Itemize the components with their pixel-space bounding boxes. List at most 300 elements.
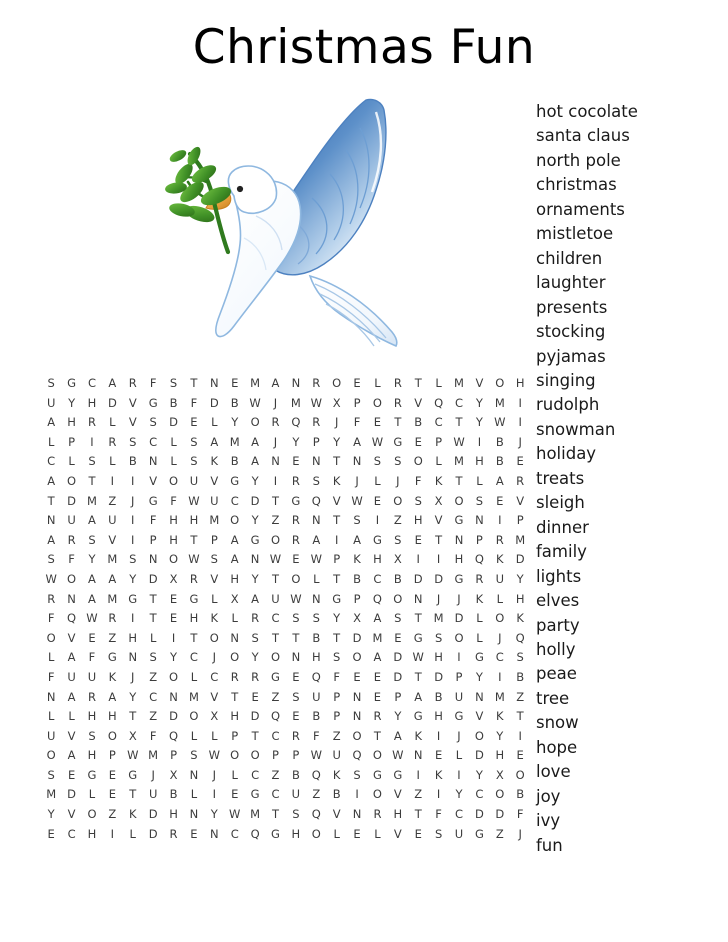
grid-cell[interactable]: G (128, 591, 138, 606)
grid-cell[interactable]: P (333, 689, 341, 704)
grid-cell[interactable]: H (230, 709, 240, 724)
grid-cell[interactable]: H (515, 376, 525, 390)
word-list-item[interactable]: santa claus (536, 126, 630, 146)
grid-cell[interactable]: G (454, 513, 464, 528)
grid-cell[interactable]: O (107, 728, 117, 743)
grid-cell[interactable]: V (128, 395, 137, 410)
word-search-grid[interactable] (41, 372, 533, 842)
grid-cell[interactable]: W (351, 493, 363, 508)
grid-cell[interactable]: U (332, 748, 341, 763)
grid-cell[interactable]: O (495, 376, 505, 390)
grid-cell[interactable]: P (231, 728, 239, 743)
grid-cell[interactable]: Z (108, 493, 117, 508)
grid-cell[interactable]: M (148, 748, 159, 763)
grid-cell[interactable]: D (393, 669, 403, 684)
grid-cell[interactable]: T (414, 376, 422, 390)
grid-cell[interactable]: P (353, 591, 361, 606)
grid-cell[interactable]: N (210, 376, 219, 390)
grid-cell[interactable]: C (251, 767, 260, 782)
grid-cell[interactable]: I (110, 826, 115, 841)
grid-cell[interactable]: S (353, 767, 361, 782)
grid-cell[interactable]: N (271, 454, 280, 469)
grid-cell[interactable]: H (413, 513, 423, 528)
word-list-item[interactable]: north pole (536, 150, 621, 170)
grid-cell[interactable]: A (108, 689, 117, 704)
grid-cell[interactable]: L (231, 767, 238, 782)
grid-cell[interactable]: L (435, 376, 442, 390)
grid-cell[interactable]: H (475, 454, 484, 469)
grid-cell[interactable]: L (68, 454, 75, 469)
grid-cell[interactable]: S (292, 807, 300, 822)
grid-cell[interactable]: D (413, 571, 423, 586)
grid-cell[interactable]: J (273, 434, 278, 449)
grid-cell[interactable]: N (46, 513, 56, 528)
grid-cell[interactable]: J (151, 767, 155, 782)
word-list-item[interactable]: holly (536, 639, 576, 659)
grid-cell[interactable]: Y (129, 571, 137, 586)
grid-cell[interactable]: Y (475, 415, 483, 430)
grid-cell[interactable]: Z (312, 787, 321, 802)
grid-cell[interactable]: P (475, 532, 483, 547)
grid-cell[interactable]: Y (292, 434, 300, 449)
grid-cell[interactable]: D (495, 807, 505, 822)
grid-cell[interactable]: R (312, 376, 321, 390)
grid-cell[interactable]: I (131, 513, 135, 528)
grid-cell[interactable]: O (230, 650, 240, 665)
grid-cell[interactable]: M (454, 376, 464, 390)
grid-cell[interactable]: P (170, 748, 177, 763)
grid-cell[interactable]: E (373, 669, 382, 684)
grid-cell[interactable]: O (46, 630, 56, 645)
word-list-item[interactable]: pyjamas (536, 346, 606, 366)
grid-cell[interactable]: E (353, 826, 361, 841)
grid-cell[interactable]: W (188, 493, 200, 508)
grid-cell[interactable]: M (454, 454, 464, 469)
grid-cell[interactable]: Z (414, 787, 423, 802)
grid-cell[interactable]: E (190, 415, 198, 430)
grid-cell[interactable]: I (436, 552, 441, 567)
grid-cell[interactable]: H (108, 709, 117, 724)
grid-cell[interactable]: E (373, 415, 382, 430)
grid-cell[interactable]: T (414, 669, 422, 684)
grid-cell[interactable]: F (353, 415, 361, 430)
grid-cell[interactable]: X (353, 611, 361, 626)
grid-cell[interactable]: L (374, 376, 381, 390)
grid-cell[interactable]: R (291, 473, 300, 488)
grid-cell[interactable]: D (169, 709, 178, 724)
grid-cell[interactable]: O (169, 669, 179, 684)
grid-cell[interactable]: O (67, 473, 77, 488)
word-list-item[interactable]: laughter (536, 273, 606, 293)
grid-cell[interactable]: T (333, 513, 341, 528)
grid-cell[interactable]: I (334, 532, 339, 547)
grid-cell[interactable]: D (434, 669, 444, 684)
grid-cell[interactable]: T (455, 473, 463, 488)
grid-cell[interactable]: R (169, 826, 178, 841)
word-list-item[interactable]: ornaments (536, 199, 625, 219)
grid-cell[interactable]: R (495, 532, 504, 547)
grid-cell[interactable]: L (190, 787, 198, 802)
grid-cell[interactable]: S (149, 650, 157, 665)
grid-cell[interactable]: H (434, 709, 443, 724)
word-list-item[interactable]: elves (536, 591, 580, 611)
grid-cell[interactable]: M (433, 611, 444, 626)
grid-cell[interactable]: S (88, 532, 96, 547)
grid-cell[interactable]: E (88, 630, 96, 645)
grid-cell[interactable]: I (273, 473, 278, 488)
grid-cell[interactable]: A (47, 415, 56, 430)
grid-cell[interactable]: E (394, 630, 402, 645)
grid-cell[interactable]: N (291, 650, 301, 665)
grid-cell[interactable]: M (107, 552, 118, 567)
grid-cell[interactable]: G (67, 376, 77, 390)
grid-cell[interactable]: V (210, 571, 219, 586)
grid-cell[interactable]: J (518, 826, 522, 841)
grid-cell[interactable]: G (250, 787, 260, 802)
word-list-item[interactable]: lights (536, 566, 582, 586)
grid-cell[interactable]: Y (333, 434, 341, 449)
grid-cell[interactable]: S (394, 611, 402, 626)
grid-cell[interactable]: M (107, 591, 118, 606)
grid-cell[interactable]: L (88, 787, 96, 802)
grid-cell[interactable]: C (454, 395, 464, 410)
grid-cell[interactable]: Y (251, 513, 259, 528)
grid-cell[interactable]: N (475, 513, 484, 528)
grid-cell[interactable]: R (291, 513, 300, 528)
grid-cell[interactable]: N (311, 454, 321, 469)
grid-cell[interactable]: R (128, 376, 137, 390)
grid-cell[interactable]: U (46, 728, 56, 743)
grid-cell[interactable]: O (270, 650, 281, 665)
grid-cell[interactable]: N (210, 826, 219, 841)
grid-cell[interactable]: Q (434, 395, 444, 410)
grid-cell[interactable]: E (47, 826, 55, 841)
grid-cell[interactable]: W (310, 395, 322, 410)
grid-cell[interactable]: H (87, 709, 97, 724)
grid-cell[interactable]: T (190, 376, 198, 390)
grid-cell[interactable]: W (412, 650, 424, 665)
grid-cell[interactable]: Y (68, 395, 76, 410)
grid-cell[interactable]: R (373, 709, 382, 724)
grid-cell[interactable]: L (47, 434, 55, 449)
grid-cell[interactable]: O (413, 454, 423, 469)
grid-cell[interactable]: L (190, 728, 198, 743)
grid-cell[interactable]: Y (251, 571, 259, 586)
grid-cell[interactable]: W (188, 552, 200, 567)
grid-cell[interactable]: I (90, 434, 94, 449)
grid-cell[interactable]: Z (495, 826, 504, 841)
grid-cell[interactable]: S (333, 650, 341, 665)
grid-cell[interactable]: L (129, 826, 136, 841)
grid-cell[interactable]: J (212, 767, 217, 782)
grid-cell[interactable]: T (333, 630, 341, 645)
grid-cell[interactable]: R (47, 591, 56, 606)
word-list-item[interactable]: singing (536, 370, 596, 390)
grid-cell[interactable]: I (212, 787, 217, 802)
grid-cell[interactable]: C (373, 571, 382, 586)
grid-cell[interactable]: U (312, 689, 321, 704)
grid-cell[interactable]: C (149, 689, 158, 704)
grid-cell[interactable]: F (435, 807, 442, 822)
grid-cell[interactable]: Y (394, 709, 402, 724)
grid-cell[interactable]: Q (311, 669, 321, 684)
grid-cell[interactable]: P (455, 669, 463, 684)
grid-cell[interactable]: B (495, 454, 504, 469)
grid-cell[interactable]: O (332, 376, 342, 390)
grid-cell[interactable]: O (87, 807, 97, 822)
grid-cell[interactable]: O (495, 611, 505, 626)
grid-cell[interactable]: T (88, 473, 96, 488)
grid-cell[interactable]: N (67, 591, 76, 606)
grid-cell[interactable]: D (148, 826, 158, 841)
grid-cell[interactable]: H (87, 395, 97, 410)
grid-cell[interactable]: W (229, 807, 241, 822)
grid-cell[interactable]: S (210, 552, 218, 567)
grid-cell[interactable]: F (516, 807, 524, 822)
grid-cell[interactable]: K (210, 454, 219, 469)
grid-cell[interactable]: P (68, 434, 76, 449)
grid-cell[interactable]: C (149, 434, 158, 449)
grid-cell[interactable]: G (393, 434, 403, 449)
grid-cell[interactable]: B (495, 434, 504, 449)
grid-cell[interactable]: V (393, 787, 402, 802)
grid-cell[interactable]: E (169, 611, 178, 626)
grid-cell[interactable]: V (332, 807, 341, 822)
grid-cell[interactable]: S (434, 630, 443, 645)
grid-cell[interactable]: E (169, 591, 178, 606)
grid-cell[interactable]: B (312, 630, 321, 645)
grid-cell[interactable]: I (171, 630, 176, 645)
grid-cell[interactable]: P (108, 748, 116, 763)
grid-cell[interactable]: N (230, 630, 240, 645)
grid-cell[interactable]: Z (516, 689, 525, 704)
grid-cell[interactable]: E (414, 532, 422, 547)
grid-cell[interactable]: I (518, 415, 522, 430)
grid-cell[interactable]: E (292, 454, 300, 469)
grid-cell[interactable]: A (495, 473, 504, 488)
grid-cell[interactable]: L (47, 650, 55, 665)
grid-cell[interactable]: B (169, 395, 178, 410)
grid-cell[interactable]: I (131, 611, 135, 626)
grid-cell[interactable]: X (169, 571, 178, 586)
grid-cell[interactable]: P (333, 552, 341, 567)
grid-cell[interactable]: I (436, 728, 441, 743)
grid-cell[interactable]: D (169, 415, 178, 430)
grid-cell[interactable]: C (475, 787, 484, 802)
grid-cell[interactable]: L (149, 630, 157, 645)
grid-cell[interactable]: H (169, 532, 178, 547)
grid-cell[interactable]: S (251, 630, 259, 645)
grid-cell[interactable]: Y (231, 415, 239, 430)
grid-cell[interactable]: E (496, 493, 504, 508)
grid-cell[interactable]: V (108, 532, 117, 547)
grid-cell[interactable]: P (312, 434, 320, 449)
grid-cell[interactable]: P (394, 689, 402, 704)
grid-cell[interactable]: A (373, 650, 382, 665)
grid-cell[interactable]: T (271, 807, 279, 822)
grid-cell[interactable]: K (128, 807, 137, 822)
grid-cell[interactable]: M (494, 689, 505, 704)
grid-cell[interactable]: T (333, 571, 341, 586)
grid-cell[interactable]: F (333, 669, 340, 684)
grid-cell[interactable]: K (516, 611, 524, 626)
grid-cell[interactable]: Y (475, 669, 483, 684)
grid-cell[interactable]: Q (372, 591, 382, 606)
grid-cell[interactable]: L (170, 434, 177, 449)
grid-cell[interactable]: L (435, 454, 442, 469)
grid-cell[interactable]: O (169, 552, 179, 567)
grid-cell[interactable]: P (272, 748, 279, 763)
grid-cell[interactable]: M (250, 807, 261, 822)
grid-cell[interactable]: A (353, 434, 361, 449)
grid-cell[interactable]: R (108, 434, 117, 449)
grid-cell[interactable]: Y (88, 552, 96, 567)
grid-cell[interactable]: G (454, 709, 464, 724)
grid-cell[interactable]: Y (475, 767, 483, 782)
word-list-item[interactable]: christmas (536, 175, 617, 195)
grid-cell[interactable]: O (291, 571, 301, 586)
grid-cell[interactable]: E (292, 552, 300, 567)
grid-cell[interactable]: U (67, 669, 76, 684)
grid-cell[interactable]: O (372, 748, 382, 763)
grid-cell[interactable]: R (393, 376, 402, 390)
grid-cell[interactable]: O (250, 415, 260, 430)
grid-cell[interactable]: U (189, 473, 199, 488)
grid-cell[interactable]: L (374, 473, 381, 488)
grid-cell[interactable]: D (454, 611, 464, 626)
grid-cell[interactable]: L (476, 473, 483, 488)
grid-cell[interactable]: D (67, 493, 77, 508)
grid-cell[interactable]: U (495, 571, 504, 586)
grid-cell[interactable]: W (392, 748, 404, 763)
grid-cell[interactable]: E (67, 767, 76, 782)
grid-cell[interactable]: K (475, 591, 484, 606)
grid-cell[interactable]: I (131, 532, 135, 547)
grid-cell[interactable]: F (190, 395, 198, 410)
grid-cell[interactable]: L (476, 611, 483, 626)
grid-cell[interactable]: Q (352, 748, 362, 763)
grid-cell[interactable]: R (67, 532, 76, 547)
grid-cell[interactable]: R (87, 415, 96, 430)
grid-cell[interactable]: A (67, 748, 76, 763)
grid-cell[interactable]: G (271, 669, 280, 684)
grid-cell[interactable]: A (271, 376, 280, 390)
grid-cell[interactable]: N (46, 689, 56, 704)
grid-cell[interactable]: E (434, 748, 443, 763)
grid-cell[interactable]: O (250, 748, 260, 763)
grid-cell[interactable]: R (516, 473, 525, 488)
grid-cell[interactable]: H (189, 513, 199, 528)
grid-cell[interactable]: L (68, 709, 75, 724)
grid-cell[interactable]: V (67, 630, 76, 645)
grid-cell[interactable]: Q (311, 807, 321, 822)
grid-cell[interactable]: S (394, 454, 402, 469)
word-list-item[interactable]: peae (536, 664, 577, 684)
grid-cell[interactable]: I (457, 650, 461, 665)
grid-cell[interactable]: G (372, 532, 382, 547)
grid-cell[interactable]: T (394, 415, 402, 430)
grid-cell[interactable]: N (352, 807, 362, 822)
grid-cell[interactable]: G (148, 493, 158, 508)
grid-cell[interactable]: L (231, 611, 238, 626)
grid-cell[interactable]: J (355, 473, 359, 488)
grid-cell[interactable]: A (414, 689, 423, 704)
grid-cell[interactable]: M (515, 532, 526, 547)
grid-cell[interactable]: M (209, 513, 220, 528)
grid-cell[interactable]: I (416, 767, 420, 782)
grid-cell[interactable]: F (312, 728, 320, 743)
grid-cell[interactable]: O (454, 493, 464, 508)
grid-cell[interactable]: L (333, 826, 340, 841)
word-list-item[interactable]: hope (536, 737, 578, 757)
grid-cell[interactable]: B (332, 787, 341, 802)
grid-cell[interactable]: W (310, 748, 322, 763)
grid-cell[interactable]: N (169, 689, 178, 704)
grid-cell[interactable]: U (210, 493, 219, 508)
grid-cell[interactable]: O (474, 728, 484, 743)
grid-cell[interactable]: M (250, 376, 261, 390)
grid-cell[interactable]: H (230, 571, 240, 586)
grid-cell[interactable]: T (333, 454, 341, 469)
grid-cell[interactable]: J (212, 650, 217, 665)
grid-cell[interactable]: G (454, 571, 464, 586)
grid-cell[interactable]: E (373, 493, 382, 508)
grid-cell[interactable]: K (332, 767, 341, 782)
grid-cell[interactable]: Y (516, 571, 524, 586)
grid-cell[interactable]: Y (251, 473, 259, 488)
grid-cell[interactable]: L (476, 630, 483, 645)
grid-cell[interactable]: A (373, 611, 382, 626)
grid-cell[interactable]: Y (455, 787, 463, 802)
word-list-item[interactable]: stocking (536, 322, 606, 342)
grid-cell[interactable]: L (47, 709, 55, 724)
grid-cell[interactable]: Q (270, 709, 281, 724)
grid-cell[interactable]: A (251, 434, 260, 449)
grid-cell[interactable]: E (373, 689, 382, 704)
grid-cell[interactable]: J (334, 415, 339, 430)
grid-cell[interactable]: A (108, 571, 117, 586)
grid-cell[interactable]: W (290, 591, 302, 606)
word-list-item[interactable]: children (536, 248, 603, 268)
grid-cell[interactable]: N (413, 591, 423, 606)
grid-cell[interactable]: Y (475, 395, 483, 410)
grid-cell[interactable]: S (434, 826, 443, 841)
grid-cell[interactable]: R (312, 415, 321, 430)
word-list-item[interactable]: fun (536, 835, 563, 855)
grid-cell[interactable]: G (474, 826, 484, 841)
grid-cell[interactable]: L (496, 591, 503, 606)
grid-cell[interactable]: C (271, 611, 280, 626)
grid-cell[interactable]: E (516, 454, 524, 469)
word-list-item[interactable]: snow (536, 713, 579, 733)
grid-cell[interactable]: B (353, 571, 361, 586)
grid-cell[interactable]: S (292, 611, 300, 626)
grid-cell[interactable]: Z (332, 728, 341, 743)
grid-cell[interactable]: D (474, 748, 484, 763)
grid-cell[interactable]: N (291, 376, 301, 390)
grid-cell[interactable]: D (434, 571, 444, 586)
grid-cell[interactable]: W (249, 395, 261, 410)
grid-cell[interactable]: O (209, 630, 219, 645)
grid-cell[interactable]: S (516, 650, 524, 665)
grid-cell[interactable]: O (169, 473, 179, 488)
grid-cell[interactable]: P (149, 532, 157, 547)
grid-cell[interactable]: G (107, 650, 117, 665)
grid-cell[interactable]: G (230, 473, 240, 488)
grid-cell[interactable]: I (477, 434, 482, 449)
grid-cell[interactable]: M (372, 630, 383, 645)
grid-cell[interactable]: C (230, 826, 239, 841)
